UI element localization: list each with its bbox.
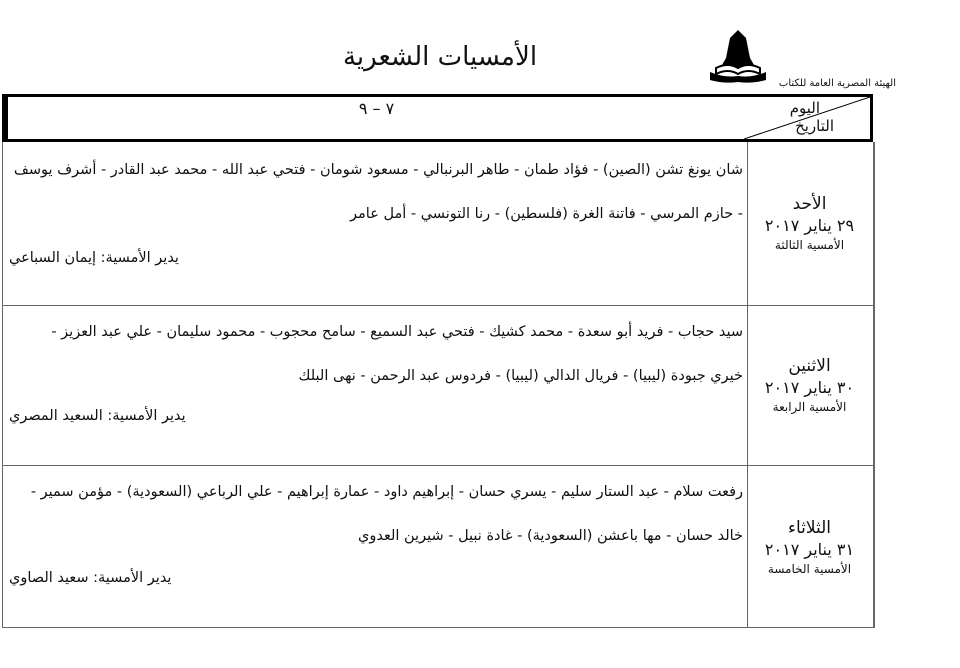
poets-line: شان يونغ تشن (الصين) - فؤاد طمان - طاهر البرنبالي - مسعود شومان - فتحي عبد الله - محمد عبد القادر - أشرف يوسف (13, 162, 743, 178)
poets-line: سيد حجاب - فريد أبو سعدة - محمد كشيك - فتحي عبد السميع - سامح محجوب - محمود سليمان - علي عبد العزيز - (51, 324, 743, 340)
column-day-label: اليوم (789, 99, 820, 117)
moderator: يدير الأمسية: السعيد المصري (9, 408, 186, 424)
evening-number: الأمسية الرابعة (772, 400, 847, 414)
moderator: يدير الأمسية: إيمان السباعي (9, 250, 179, 266)
day-date: ٢٩ يناير ٢٠١٧ (764, 216, 855, 235)
day-date: ٣٠ يناير ٢٠١٧ (764, 378, 855, 397)
schedule-row (2, 306, 875, 466)
day-date-header (744, 97, 870, 139)
org-logo (706, 28, 770, 86)
day-name: الاثنين (788, 356, 831, 376)
schedule-row (2, 142, 875, 306)
week-range: ٧ – ٩ (5, 97, 745, 139)
evening-number: الأمسية الثالثة (774, 238, 845, 252)
poets-line: رفعت سلام - عبد الستار سليم - يسري حسان - إبراهيم داود - عمارة إبراهيم - علي الرباعي (السعودية) - مؤمن سمير - (30, 484, 743, 500)
poets-cell (3, 466, 747, 627)
poets-line: خيري جبودة (ليبيا) - فريال الدالي (ليبيا) - فردوس عبد الرحمن - نهى البلك (298, 368, 743, 384)
page-title: الأمسيات الشعرية (342, 42, 538, 72)
day-date: ٣١ يناير ٢٠١٧ (764, 540, 855, 559)
poets-line: - حازم المرسي - فاتنة الغرة (فلسطين) - رنا التونسي - أمل عامر (350, 206, 743, 222)
poets-cell (3, 306, 747, 465)
day-name: الثلاثاء (787, 518, 832, 538)
evening-number: الأمسية الخامسة (767, 562, 852, 576)
reader-logo-icon (706, 28, 770, 86)
day-cell (746, 142, 874, 305)
column-date-label: التاريخ (795, 117, 834, 135)
organization-name: الهيئة المصرية العامة للكتاب (778, 78, 896, 89)
day-cell (746, 466, 874, 627)
schedule-row (2, 466, 875, 628)
poets-cell (3, 142, 747, 305)
moderator: يدير الأمسية: سعيد الصاوي (9, 570, 172, 586)
day-name: الأحد (792, 194, 827, 214)
day-cell (746, 306, 874, 465)
schedule-header (2, 94, 873, 142)
poets-line: خالد حسان - مها باعشن (السعودية) - غادة نبيل - شيرين العدوي (358, 528, 743, 544)
